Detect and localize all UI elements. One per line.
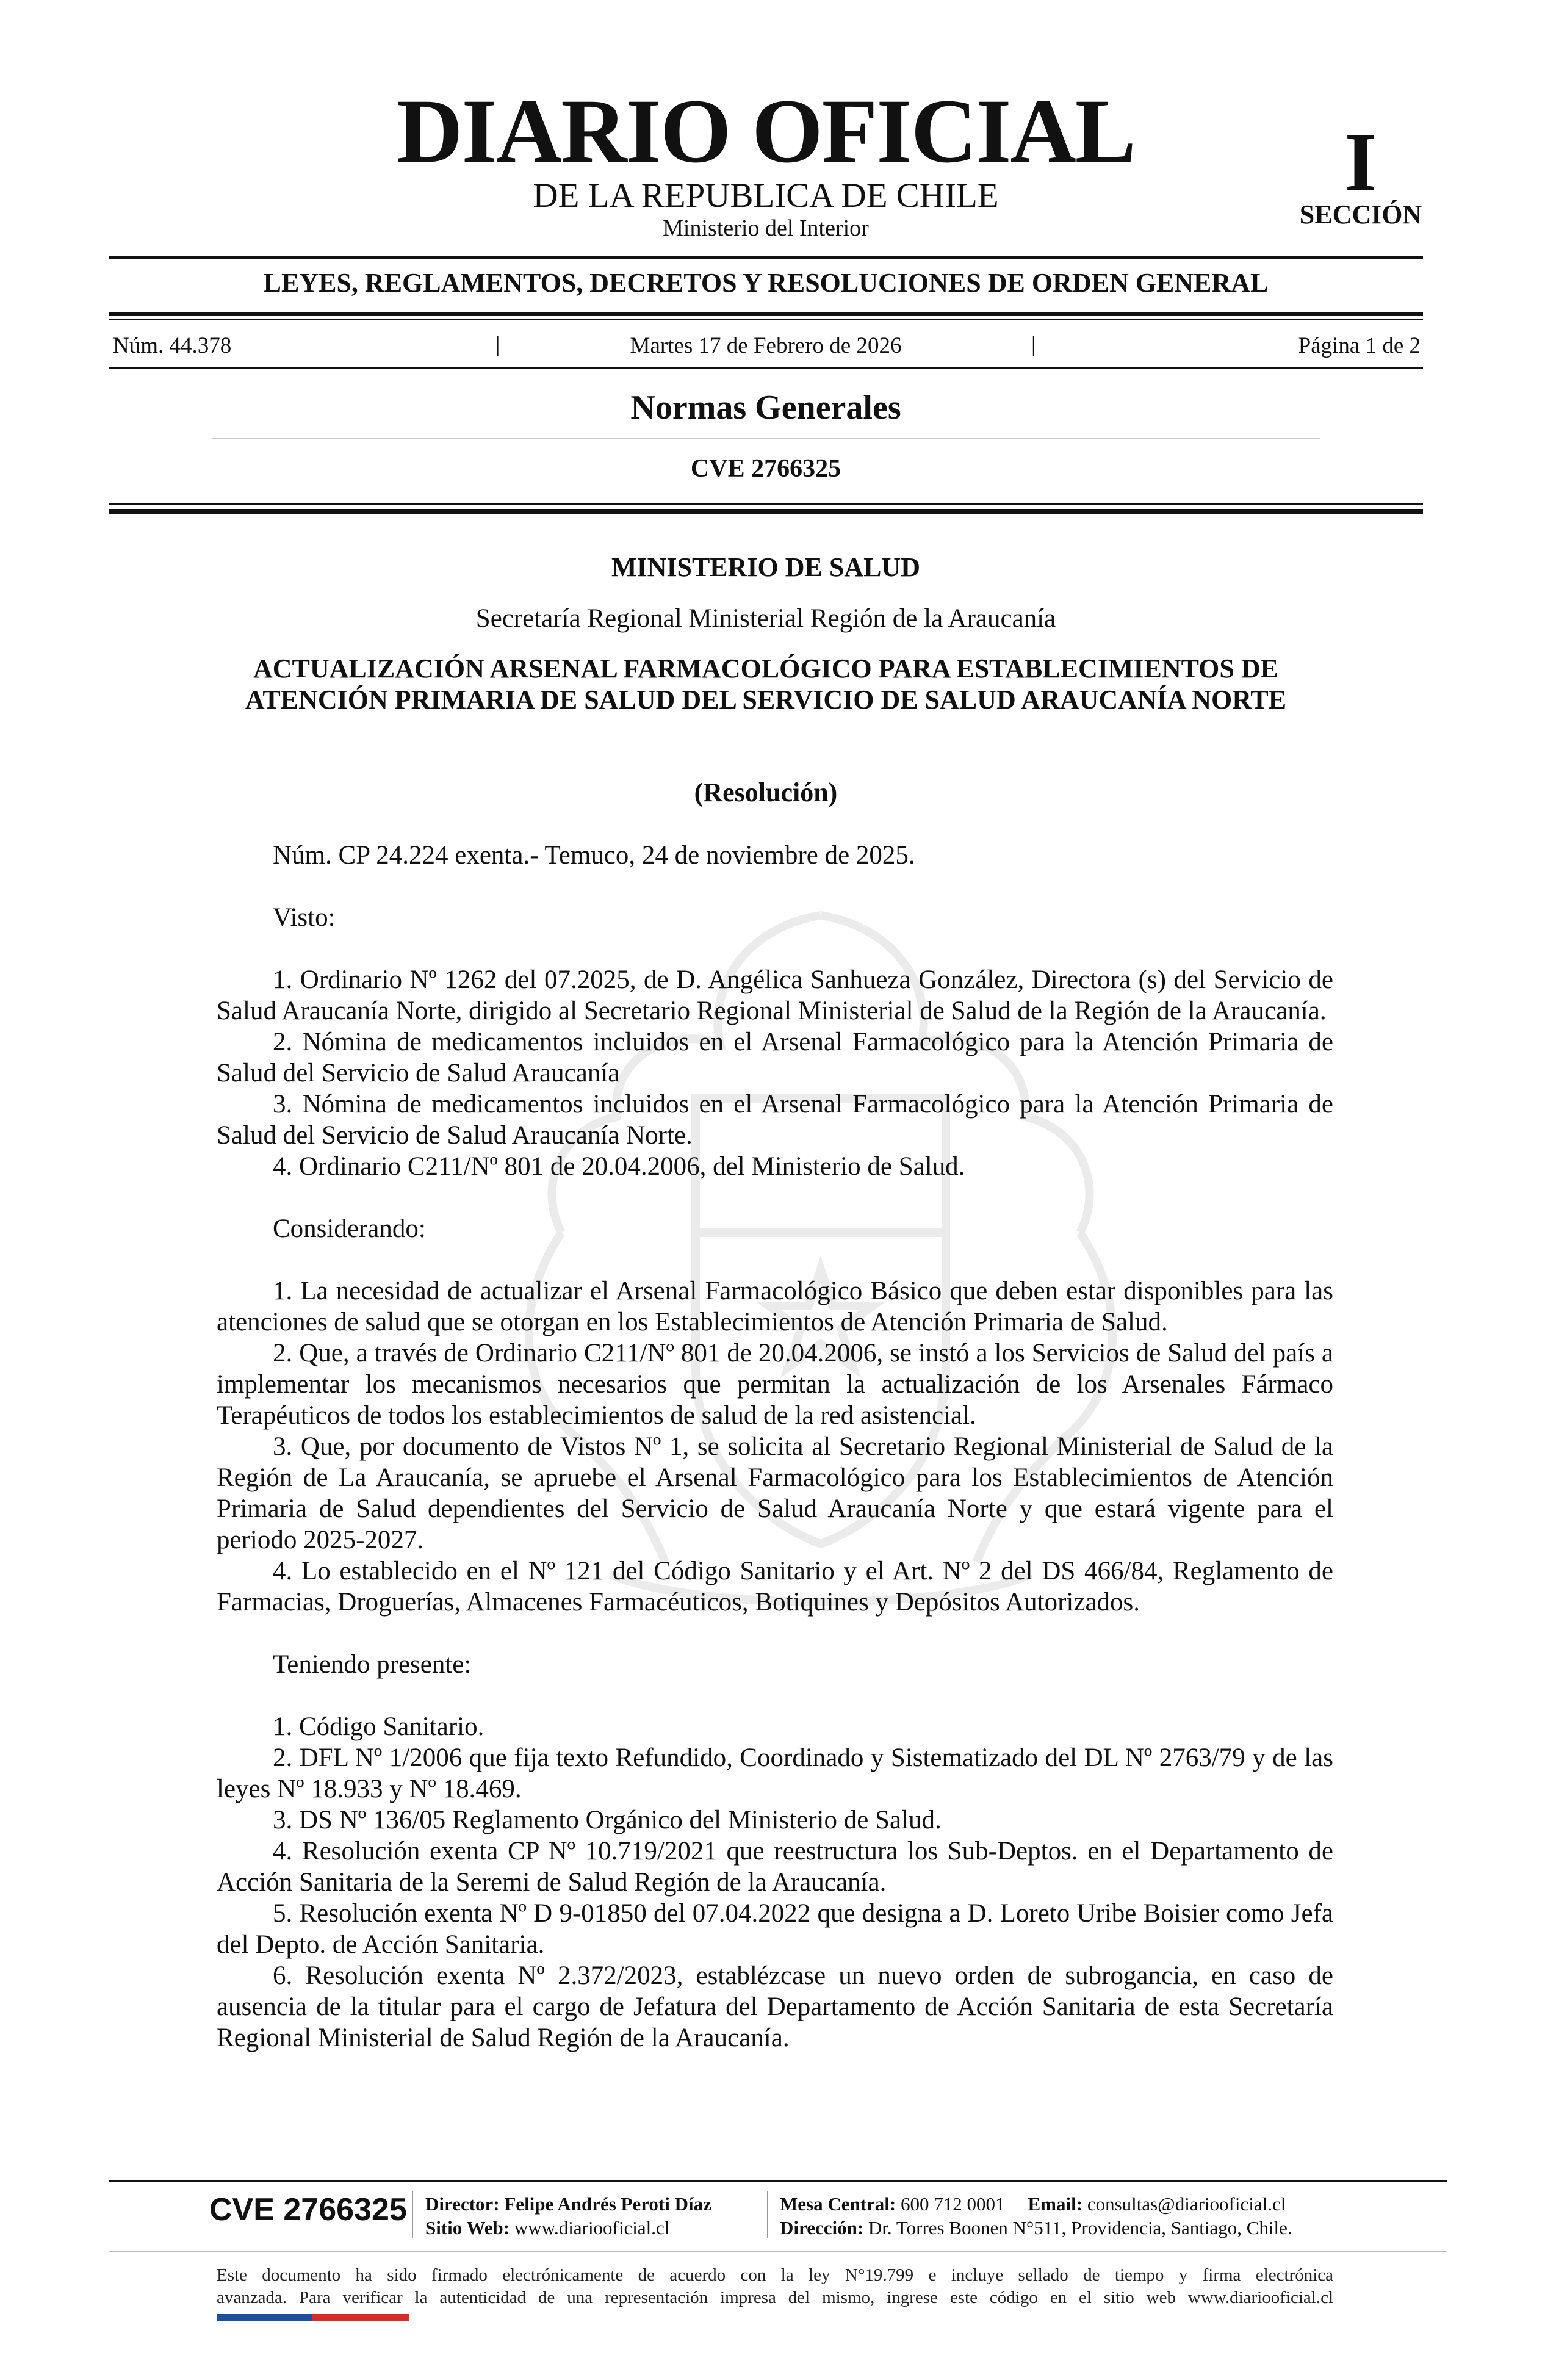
footer-rule bbox=[109, 2180, 1447, 2182]
site-link[interactable]: www.diariooficial.cl bbox=[514, 2217, 670, 2238]
legal-note-line: Este documento ha sido firmado electrónicamente de acuerdo con la ley N°19.799 e incluye sellado de tiempo y firma electrónica bbox=[217, 2265, 1333, 2285]
flag-stripe-red bbox=[312, 2314, 409, 2321]
considerando-item: 2. Que, a través de Ordinario C211/Nº 801 de 20.04.2006, se instó a los Servicios de Salud del país a implementar los mecanismos necesarios que permitan la actualización de los Arsenales Fármaco Terapéuticos de todos los establecimientos de salud de la red asistencial. bbox=[217, 1339, 1333, 1430]
considerando-item: 4. Lo establecido en el Nº 121 del Código Sanitario y el Art. Nº 2 del DS 466/84, Reglamento de Farmacias, Droguerías, Almacenes Farmacéuticos, Botiquines y Depósitos Autorizados. bbox=[217, 1557, 1333, 1617]
header-rule-mid-thin bbox=[109, 319, 1423, 320]
address-value: Dr. Torres Boonen N°511, Providencia, Santiago, Chile. bbox=[868, 2217, 1292, 2238]
considerando-item: 1. La necesidad de actualizar el Arsenal Farmacológico Básico que deben estar disponibles para las atenciones de salud que se otorgan en los Establecimientos de Atención Primaria de Salud. bbox=[217, 1277, 1333, 1336]
secretaria-heading: Secretaría Regional Ministerial Región de la Araucanía bbox=[475, 604, 1056, 633]
header-rule-mid-thick bbox=[109, 312, 1423, 316]
header-subtitle: LEYES, REGLAMENTOS, DECRETOS Y RESOLUCIONES DE ORDEN GENERAL bbox=[263, 268, 1269, 298]
cve-rule-thin bbox=[109, 503, 1423, 505]
resolution-intro: Núm. CP 24.224 exenta.- Temuco, 24 de noviembre de 2025. bbox=[273, 841, 915, 870]
visto-item: 4. Ordinario C211/Nº 801 de 20.04.2006, del Ministerio de Salud. bbox=[273, 1152, 965, 1181]
masthead-ministry: Ministerio del Interior bbox=[663, 215, 869, 241]
section-title: Normas Generales bbox=[630, 389, 901, 427]
issue-separator: | bbox=[495, 332, 500, 357]
footer-rule-bottom bbox=[109, 2251, 1447, 2252]
director-value: Felipe Andrés Peroti Díaz bbox=[504, 2193, 711, 2215]
cve-code: CVE 2766325 bbox=[690, 455, 841, 483]
considerando-item: 3. Que, por documento de Vistos Nº 1, se solicita al Secretario Regional Ministerial de Salud de la Región de La Araucanía, se apruebe el Arsenal Farmacológico para los Establecimientos de Atención Primaria de Salud dependientes del Servicio de Salud Araucanía Norte y que estará vigente para el periodo 2025-2027. bbox=[217, 1432, 1333, 1554]
flag-stripe-blue bbox=[217, 2314, 312, 2321]
visto-heading: Visto: bbox=[273, 903, 336, 932]
legal-note-line: avanzada. Para verificar la autenticidad de una representación impresa del mismo, ingrese este código en el sitio web www.diariooficial.cl bbox=[217, 2288, 1333, 2307]
site-label: Sitio Web: bbox=[425, 2217, 510, 2238]
email-link[interactable]: consultas@diariooficial.cl bbox=[1087, 2193, 1286, 2215]
issue-separator: | bbox=[1031, 332, 1036, 357]
teniendo-item: 1. Código Sanitario. bbox=[273, 1712, 484, 1741]
teniendo-item: 2. DFL Nº 1/2006 que fija texto Refundido, Coordinado y Sistematizado del DL Nº 2763/79 y de las leyes Nº 18.933 y Nº 18.469. bbox=[217, 1744, 1333, 1803]
email-label: Email: bbox=[1028, 2193, 1083, 2215]
flag-stripe bbox=[217, 2314, 409, 2321]
footer-separator bbox=[412, 2191, 413, 2238]
teniendo-item: 4. Resolución exenta CP Nº 10.719/2021 que reestructura los Sub-Deptos. en el Departamento de Acción Sanitaria de la Seremi de Salud Región de la Araucanía. bbox=[217, 1837, 1333, 1897]
page-indicator: Página 1 de 2 bbox=[1298, 333, 1421, 358]
issue-rule bbox=[109, 367, 1423, 369]
teniendo-heading: Teniendo presente: bbox=[273, 1650, 472, 1679]
cve-rule-thick bbox=[109, 509, 1423, 514]
masthead-title: DIARIO OFICIAL bbox=[397, 81, 1135, 182]
mesa-label: Mesa Central: bbox=[780, 2193, 896, 2215]
director-label: Director: bbox=[425, 2193, 500, 2215]
document-type: (Resolución) bbox=[694, 777, 838, 807]
issue-date: Martes 17 de Febrero de 2026 bbox=[630, 333, 902, 358]
document-body bbox=[217, 840, 1333, 2054]
teniendo-item: 3. DS Nº 136/05 Reglamento Orgánico del Ministerio de Salud. bbox=[273, 1806, 942, 1834]
footer-director-block bbox=[425, 2192, 711, 2240]
visto-item: 2. Nómina de medicamentos incluidos en el Arsenal Farmacológico para la Atención Primaria de Salud del Servicio de Salud Araucanía bbox=[217, 1028, 1333, 1087]
section-title-underline bbox=[212, 438, 1320, 439]
footer-contact-block bbox=[780, 2192, 1292, 2240]
section-number: I bbox=[1344, 117, 1377, 208]
visto-item: 3. Nómina de medicamentos incluidos en el Arsenal Farmacológico para la Atención Primaria de Salud del Servicio de Salud Araucanía Norte. bbox=[217, 1090, 1333, 1150]
visto-item: 1. Ordinario Nº 1262 del 07.2025, de D. Angélica Sanhueza González, Directora (s) del Servicio de Salud Araucanía Norte, dirigido al Secretario Regional Ministerial de Salud de la Región de la Araucanía. bbox=[217, 965, 1333, 1025]
teniendo-item: 6. Resolución exenta Nº 2.372/2023, establézcase un nuevo orden de subrogancia, en caso de ausencia de la titular para el cargo de Jefatura del Departamento de Acción Sanitaria de esta Secretaría Regional Ministerial de Salud Región de la Araucanía. bbox=[217, 1961, 1333, 2052]
mesa-value: 600 712 0001 bbox=[901, 2193, 1005, 2215]
section-label: SECCIÓN bbox=[1299, 200, 1422, 229]
masthead-subtitle: DE LA REPUBLICA DE CHILE bbox=[533, 176, 999, 215]
ministry-heading: MINISTERIO DE SALUD bbox=[611, 552, 921, 582]
considerando-heading: Considerando: bbox=[273, 1214, 426, 1243]
document-title: ACTUALIZACIÓN ARSENAL FARMACOLÓGICO PARA ESTABLECIMIENTOS DE ATENCIÓN PRIMARIA DE SALUD DEL SERVICIO DE SALUD ARAUCANÍA NORTE bbox=[245, 654, 1287, 715]
footer-legal-note bbox=[217, 2264, 1333, 2309]
footer-separator bbox=[767, 2191, 768, 2238]
header-rule-top bbox=[109, 256, 1423, 259]
footer-cve-code: CVE 2766325 bbox=[209, 2192, 407, 2227]
address-label: Dirección: bbox=[780, 2217, 864, 2238]
teniendo-item: 5. Resolución exenta Nº D 9-01850 del 07.04.2022 que designa a D. Loreto Uribe Boisier como Jefa del Depto. de Acción Sanitaria. bbox=[217, 1899, 1333, 1959]
issue-number: Núm. 44.378 bbox=[113, 333, 232, 358]
